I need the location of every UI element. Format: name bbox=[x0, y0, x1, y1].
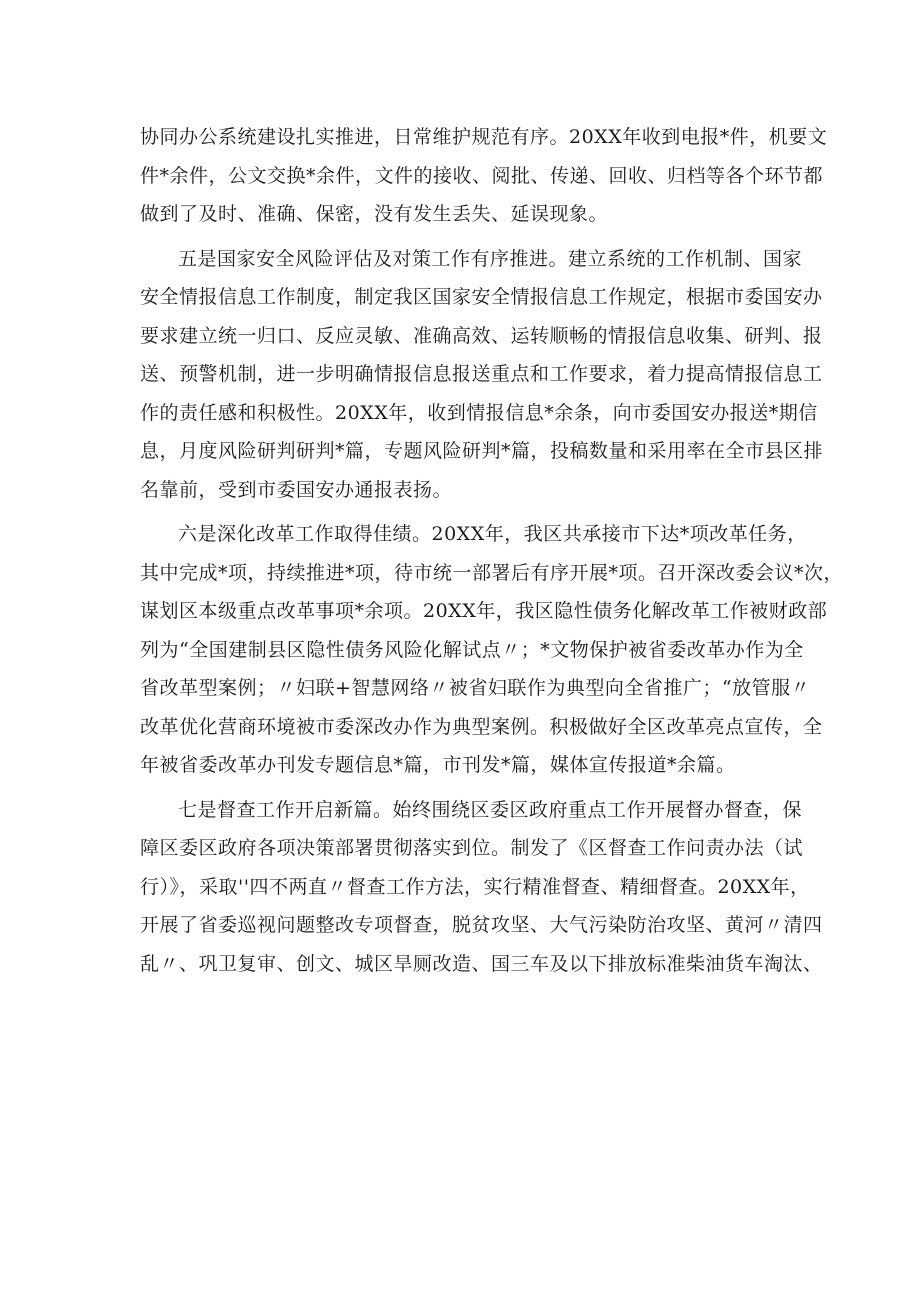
paragraph-office-system bbox=[140, 118, 828, 234]
text-line: 省改革型案例；〃妇联+智慧网络〃被省妇联作为典型向全省推广；“放管服〃 bbox=[140, 677, 811, 699]
text-line: 作的责任感和积极性。20XX年，收到情报信息*余条，向市委国安办报送*期信 bbox=[140, 401, 818, 424]
text-line: 六是深化改革工作取得佳绩。20XX年，我区共承接市下达*项改革任务， bbox=[178, 523, 807, 545]
text-line: 息，月度风险研判研判*篇，专题风险研判*篇，投稿数量和采用率在全市县区排 bbox=[140, 440, 824, 462]
text-line: 行）》，采取''四不两直〃督查工作方法，实行精准督查、精细督查。20XX年， bbox=[140, 875, 810, 898]
text-line: 协同办公系统建设扎实推进，日常维护规范有序。20XX年收到电报*件，机要文 bbox=[140, 126, 828, 148]
document-body bbox=[140, 118, 844, 989]
text-line: 改革优化营商环境被市委深改办作为典型案例。积极做好全区改革亮点宣传，全 bbox=[140, 715, 823, 738]
paragraph-reform bbox=[140, 515, 844, 785]
text-line: 要求建立统一归口、反应灵敏、准确高效、运转顺畅的情报信息收集、研判、报 bbox=[140, 324, 823, 347]
text-line: 七是督查工作开启新篇。始终围绕区委区政府重点工作开展督办督查，保 bbox=[178, 798, 803, 821]
text-line: 送、预警机制，进一步明确情报信息报送重点和工作要求，着力提高情报信息工 bbox=[140, 363, 823, 385]
text-line: 乱〃、巩卫复审、创文、城区旱厕改造、国三车及以下排放标准柴油货车淘汰、 bbox=[140, 952, 823, 975]
text-line: 年被省委改革办刊发专题信息*篇，市刊发*篇，媒体宣传报道*余篇。 bbox=[140, 754, 736, 776]
paragraph-national-security bbox=[140, 240, 824, 510]
text-line: 五是国家安全风险评估及对策工作有序推进。建立系统的工作机制、国家 bbox=[178, 247, 803, 270]
text-line: 安全情报信息工作制度，制定我区国家安全情报信息工作规定，根据市委国安办 bbox=[140, 286, 823, 308]
text-line: 做到了及时、准确、保密，没有发生丢失、延误现象。 bbox=[140, 203, 609, 225]
text-line: 件*余件，公文交换*余件，文件的接收、阅批、传递、回收、归档等各个环节都 bbox=[140, 164, 824, 187]
paragraph-supervision bbox=[140, 791, 823, 984]
text-line: 其中完成*项，持续推进*项，待市统一部署后有序开展*项。召开深改委会议*次， bbox=[140, 561, 844, 584]
text-line: 障区委区政府各项决策部署贯彻落实到位。制发了《区督查工作问责办法（试 bbox=[140, 837, 804, 859]
text-line: 名靠前，受到市委国安办通报表扬。 bbox=[140, 478, 453, 501]
text-line: 开展了省委巡视问题整改专项督查，脱贫攻坚、大气污染防治攻坚、黄河〃清四 bbox=[140, 914, 823, 936]
text-line: 列为“全国建制县区隐性债务风险化解试点〃；*文物保护被省委改革办作为全 bbox=[140, 638, 804, 661]
text-line: 谋划区本级重点改革事项*余项。20XX年，我区隐性债务化解改革工作被财政部 bbox=[140, 600, 828, 622]
